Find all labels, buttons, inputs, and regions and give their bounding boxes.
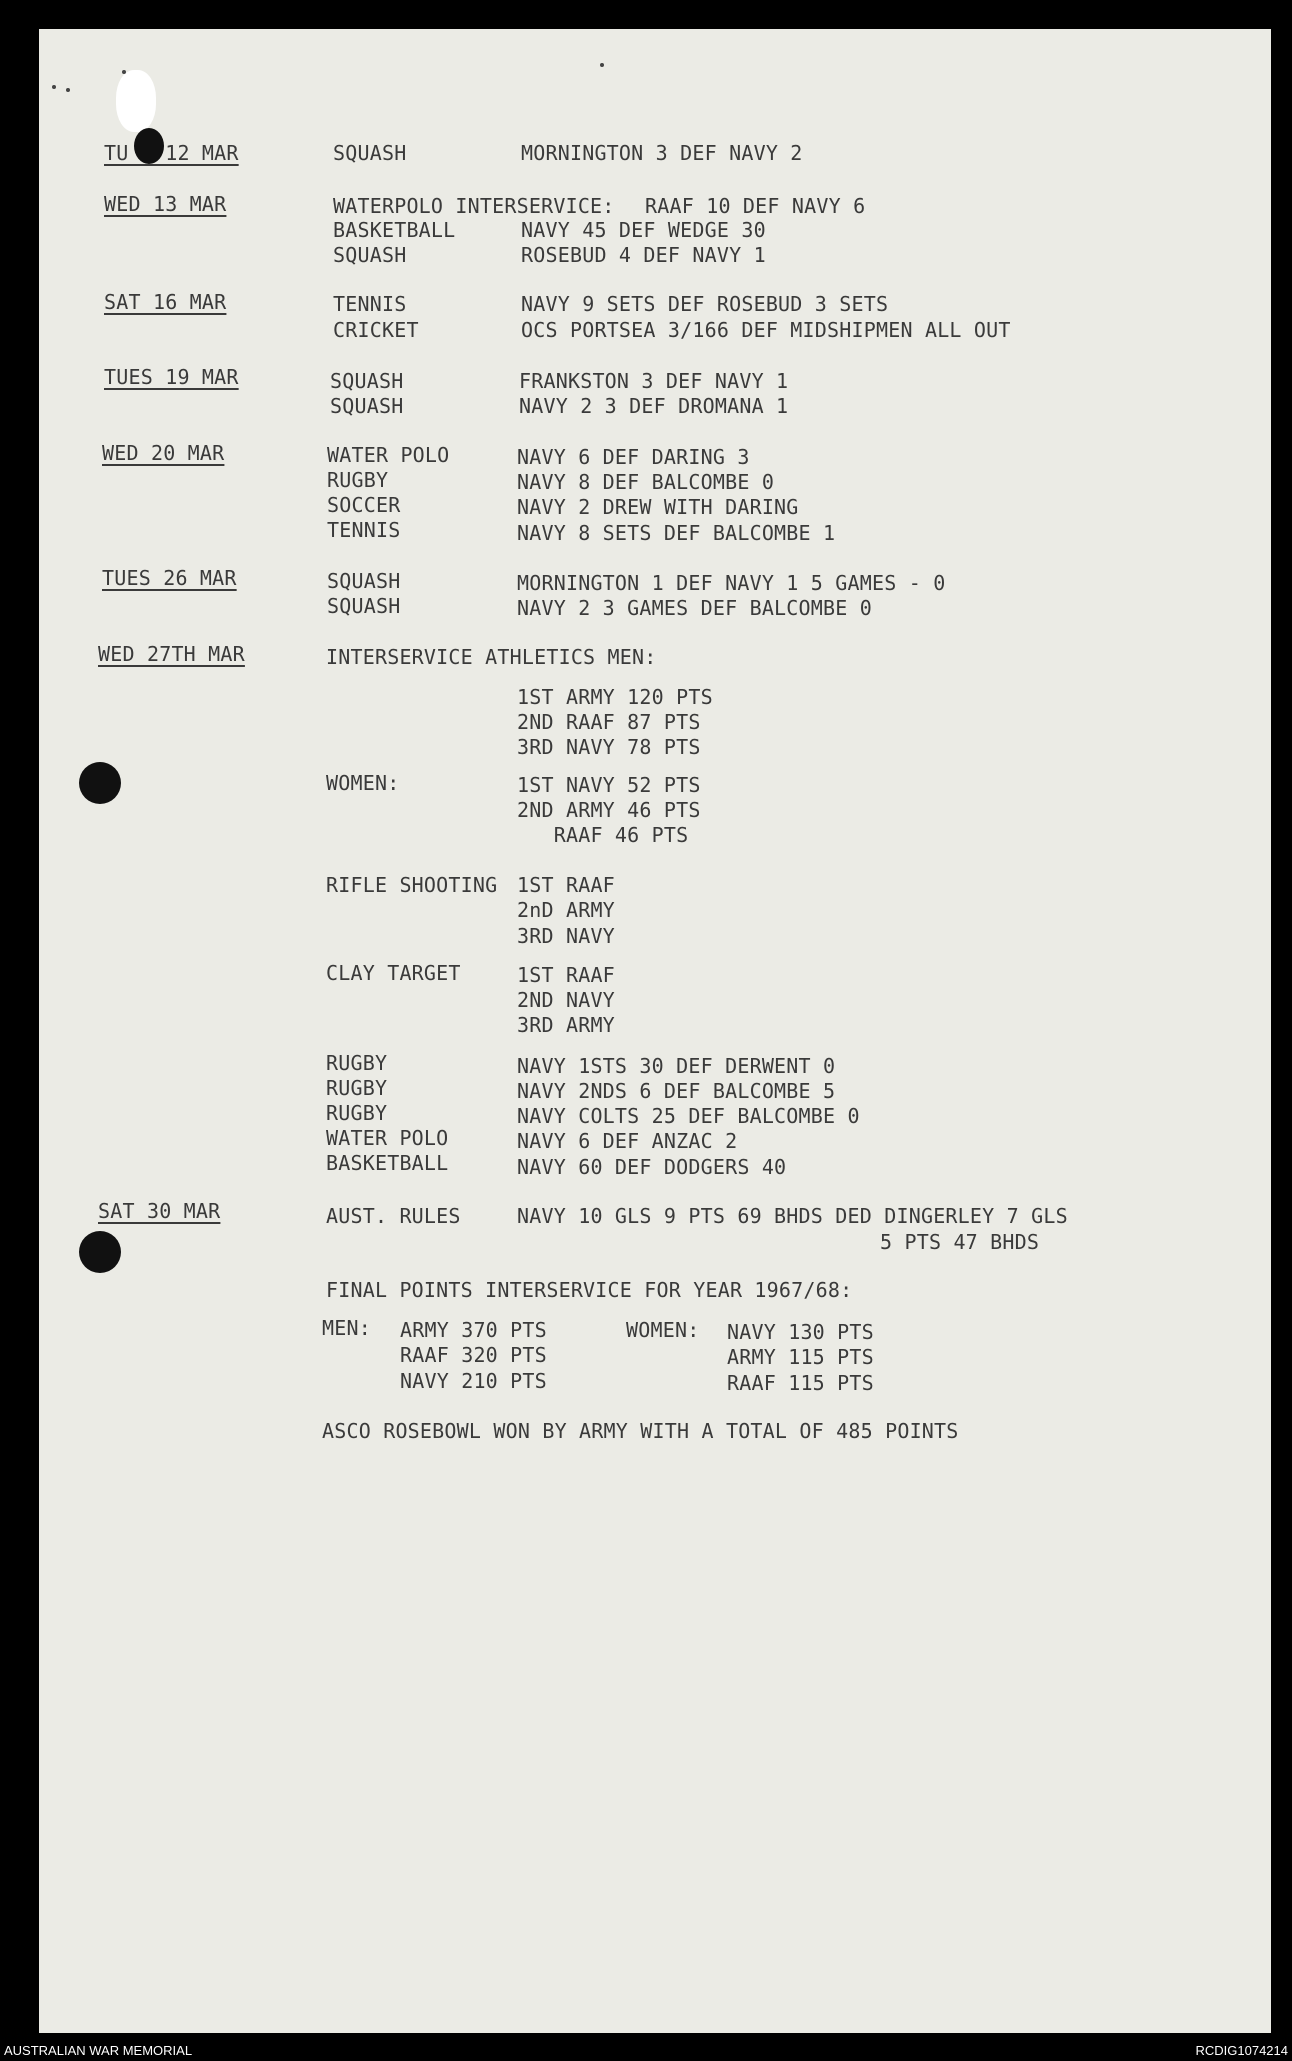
result-text: NAVY 2 3 GAMES DEF BALCOMBE 0 <box>517 596 872 620</box>
punch-hole-lower <box>79 1231 121 1273</box>
result-text: NAVY 1STS 30 DEF DERWENT 0 <box>517 1054 836 1078</box>
placing: 1ST RAAF <box>517 873 615 897</box>
women-points: ARMY 115 PTS <box>727 1345 874 1369</box>
result-text: MORNINGTON 3 DEF NAVY 2 <box>521 141 803 165</box>
date-label: WED 13 MAR <box>104 192 227 216</box>
speck <box>52 85 56 89</box>
result-text: NAVY 2 DREW WITH DARING <box>517 495 799 519</box>
speck <box>122 70 126 74</box>
sport-label: AUST. RULES <box>326 1204 461 1228</box>
placing: 2ND NAVY <box>517 988 615 1012</box>
sport-label: RUGBY <box>326 1076 388 1100</box>
sport-label: SQUASH <box>330 394 404 418</box>
speck <box>66 88 70 92</box>
result-text: NAVY 60 DEF DODGERS 40 <box>517 1155 787 1179</box>
date-label: WED 20 MAR <box>102 441 225 465</box>
final-heading: FINAL POINTS INTERSERVICE FOR YEAR 1967/68: <box>326 1278 853 1302</box>
women-points: NAVY 130 PTS <box>727 1320 874 1344</box>
sport-label: BASKETBALL <box>326 1151 449 1175</box>
punch-hole-upper <box>79 762 121 804</box>
date-label: TUES 19 MAR <box>104 365 239 389</box>
result-text: MORNINGTON 1 DEF NAVY 1 5 GAMES - 0 <box>517 571 946 595</box>
date-label: WED 27TH MAR <box>98 642 245 666</box>
sport-label: TENNIS <box>327 518 401 542</box>
sport-label: SQUASH <box>333 141 407 165</box>
result-text: OCS PORTSEA 3/166 DEF MIDSHIPMEN ALL OUT <box>521 318 1011 342</box>
placing: 3RD NAVY <box>517 924 615 948</box>
footer-source: AUSTRALIAN WAR MEMORIAL <box>4 2043 193 2058</box>
result-text: NAVY 2NDS 6 DEF BALCOMBE 5 <box>517 1079 836 1103</box>
sport-label: BASKETBALL <box>333 218 456 242</box>
sport-label: WATERPOLO INTERSERVICE: <box>333 194 615 218</box>
men-points: ARMY 370 PTS <box>400 1318 547 1342</box>
date-label: SAT 16 MAR <box>104 290 227 314</box>
sport-label: SQUASH <box>333 243 407 267</box>
placing: 2ND RAAF 87 PTS <box>517 710 701 734</box>
placing: RAAF 46 PTS <box>517 823 689 847</box>
sport-label: SQUASH <box>327 594 401 618</box>
placing: 1ST RAAF <box>517 963 615 987</box>
women-label: WOMEN: <box>626 1318 700 1342</box>
men-points: RAAF 320 PTS <box>400 1343 547 1367</box>
placing: 1ST ARMY 120 PTS <box>517 685 713 709</box>
sport-label: RUGBY <box>326 1051 388 1075</box>
result-text: NAVY 6 DEF DARING 3 <box>517 445 750 469</box>
sport-label: TENNIS <box>333 292 407 316</box>
sport-label: SQUASH <box>330 369 404 393</box>
placing: 2ND ARMY 46 PTS <box>517 798 701 822</box>
sport-label: WATER POLO <box>326 1126 449 1150</box>
result-text: NAVY COLTS 25 DEF BALCOMBE 0 <box>517 1104 860 1128</box>
result-text: NAVY 8 DEF BALCOMBE 0 <box>517 470 775 494</box>
final-summary: ASCO ROSEBOWL WON BY ARMY WITH A TOTAL OF 485 POINTS <box>322 1419 959 1443</box>
result-text: NAVY 8 SETS DEF BALCOMBE 1 <box>517 521 836 545</box>
sport-label: WATER POLO <box>327 443 450 467</box>
speck <box>600 63 604 67</box>
placing: 3RD NAVY 78 PTS <box>517 735 701 759</box>
result-text: NAVY 2 3 DEF DROMANA 1 <box>519 394 789 418</box>
category-label: CLAY TARGET <box>326 961 461 985</box>
sport-label: SQUASH <box>327 569 401 593</box>
result-text: NAVY 10 GLS 9 PTS 69 BHDS DED DINGERLEY 7 GLS <box>517 1204 1068 1228</box>
placing: 1ST NAVY 52 PTS <box>517 773 701 797</box>
sport-label: SOCCER <box>327 493 401 517</box>
men-points: NAVY 210 PTS <box>400 1369 547 1393</box>
placing: 2nD ARMY <box>517 898 615 922</box>
date-label: TUES 26 MAR <box>102 566 237 590</box>
result-text: NAVY 45 DEF WEDGE 30 <box>521 218 766 242</box>
placing: 3RD ARMY <box>517 1013 615 1037</box>
date-label: TU 12 MAR <box>104 141 239 165</box>
result-text: NAVY 9 SETS DEF ROSEBUD 3 SETS <box>521 292 889 316</box>
sport-label: CRICKET <box>333 318 419 342</box>
result-text: ROSEBUD 4 DEF NAVY 1 <box>521 243 766 267</box>
torn-corner-mark <box>116 70 156 132</box>
men-label: MEN: <box>322 1316 371 1340</box>
category-label: RIFLE SHOOTING <box>326 873 498 897</box>
women-points: RAAF 115 PTS <box>727 1371 874 1395</box>
section-heading: INTERSERVICE ATHLETICS MEN: <box>326 645 657 669</box>
result-text: NAVY 6 DEF ANZAC 2 <box>517 1129 738 1153</box>
result-text: FRANKSTON 3 DEF NAVY 1 <box>519 369 789 393</box>
sport-label: RUGBY <box>327 468 389 492</box>
sport-label: RUGBY <box>326 1101 388 1125</box>
result-text: RAAF 10 DEF NAVY 6 <box>645 194 866 218</box>
footer-id: RCDIG1074214 <box>1195 2043 1288 2058</box>
result-continuation: 5 PTS 47 BHDS <box>880 1230 1040 1254</box>
date-label: SAT 30 MAR <box>98 1199 221 1223</box>
category-label: WOMEN: <box>326 771 400 795</box>
